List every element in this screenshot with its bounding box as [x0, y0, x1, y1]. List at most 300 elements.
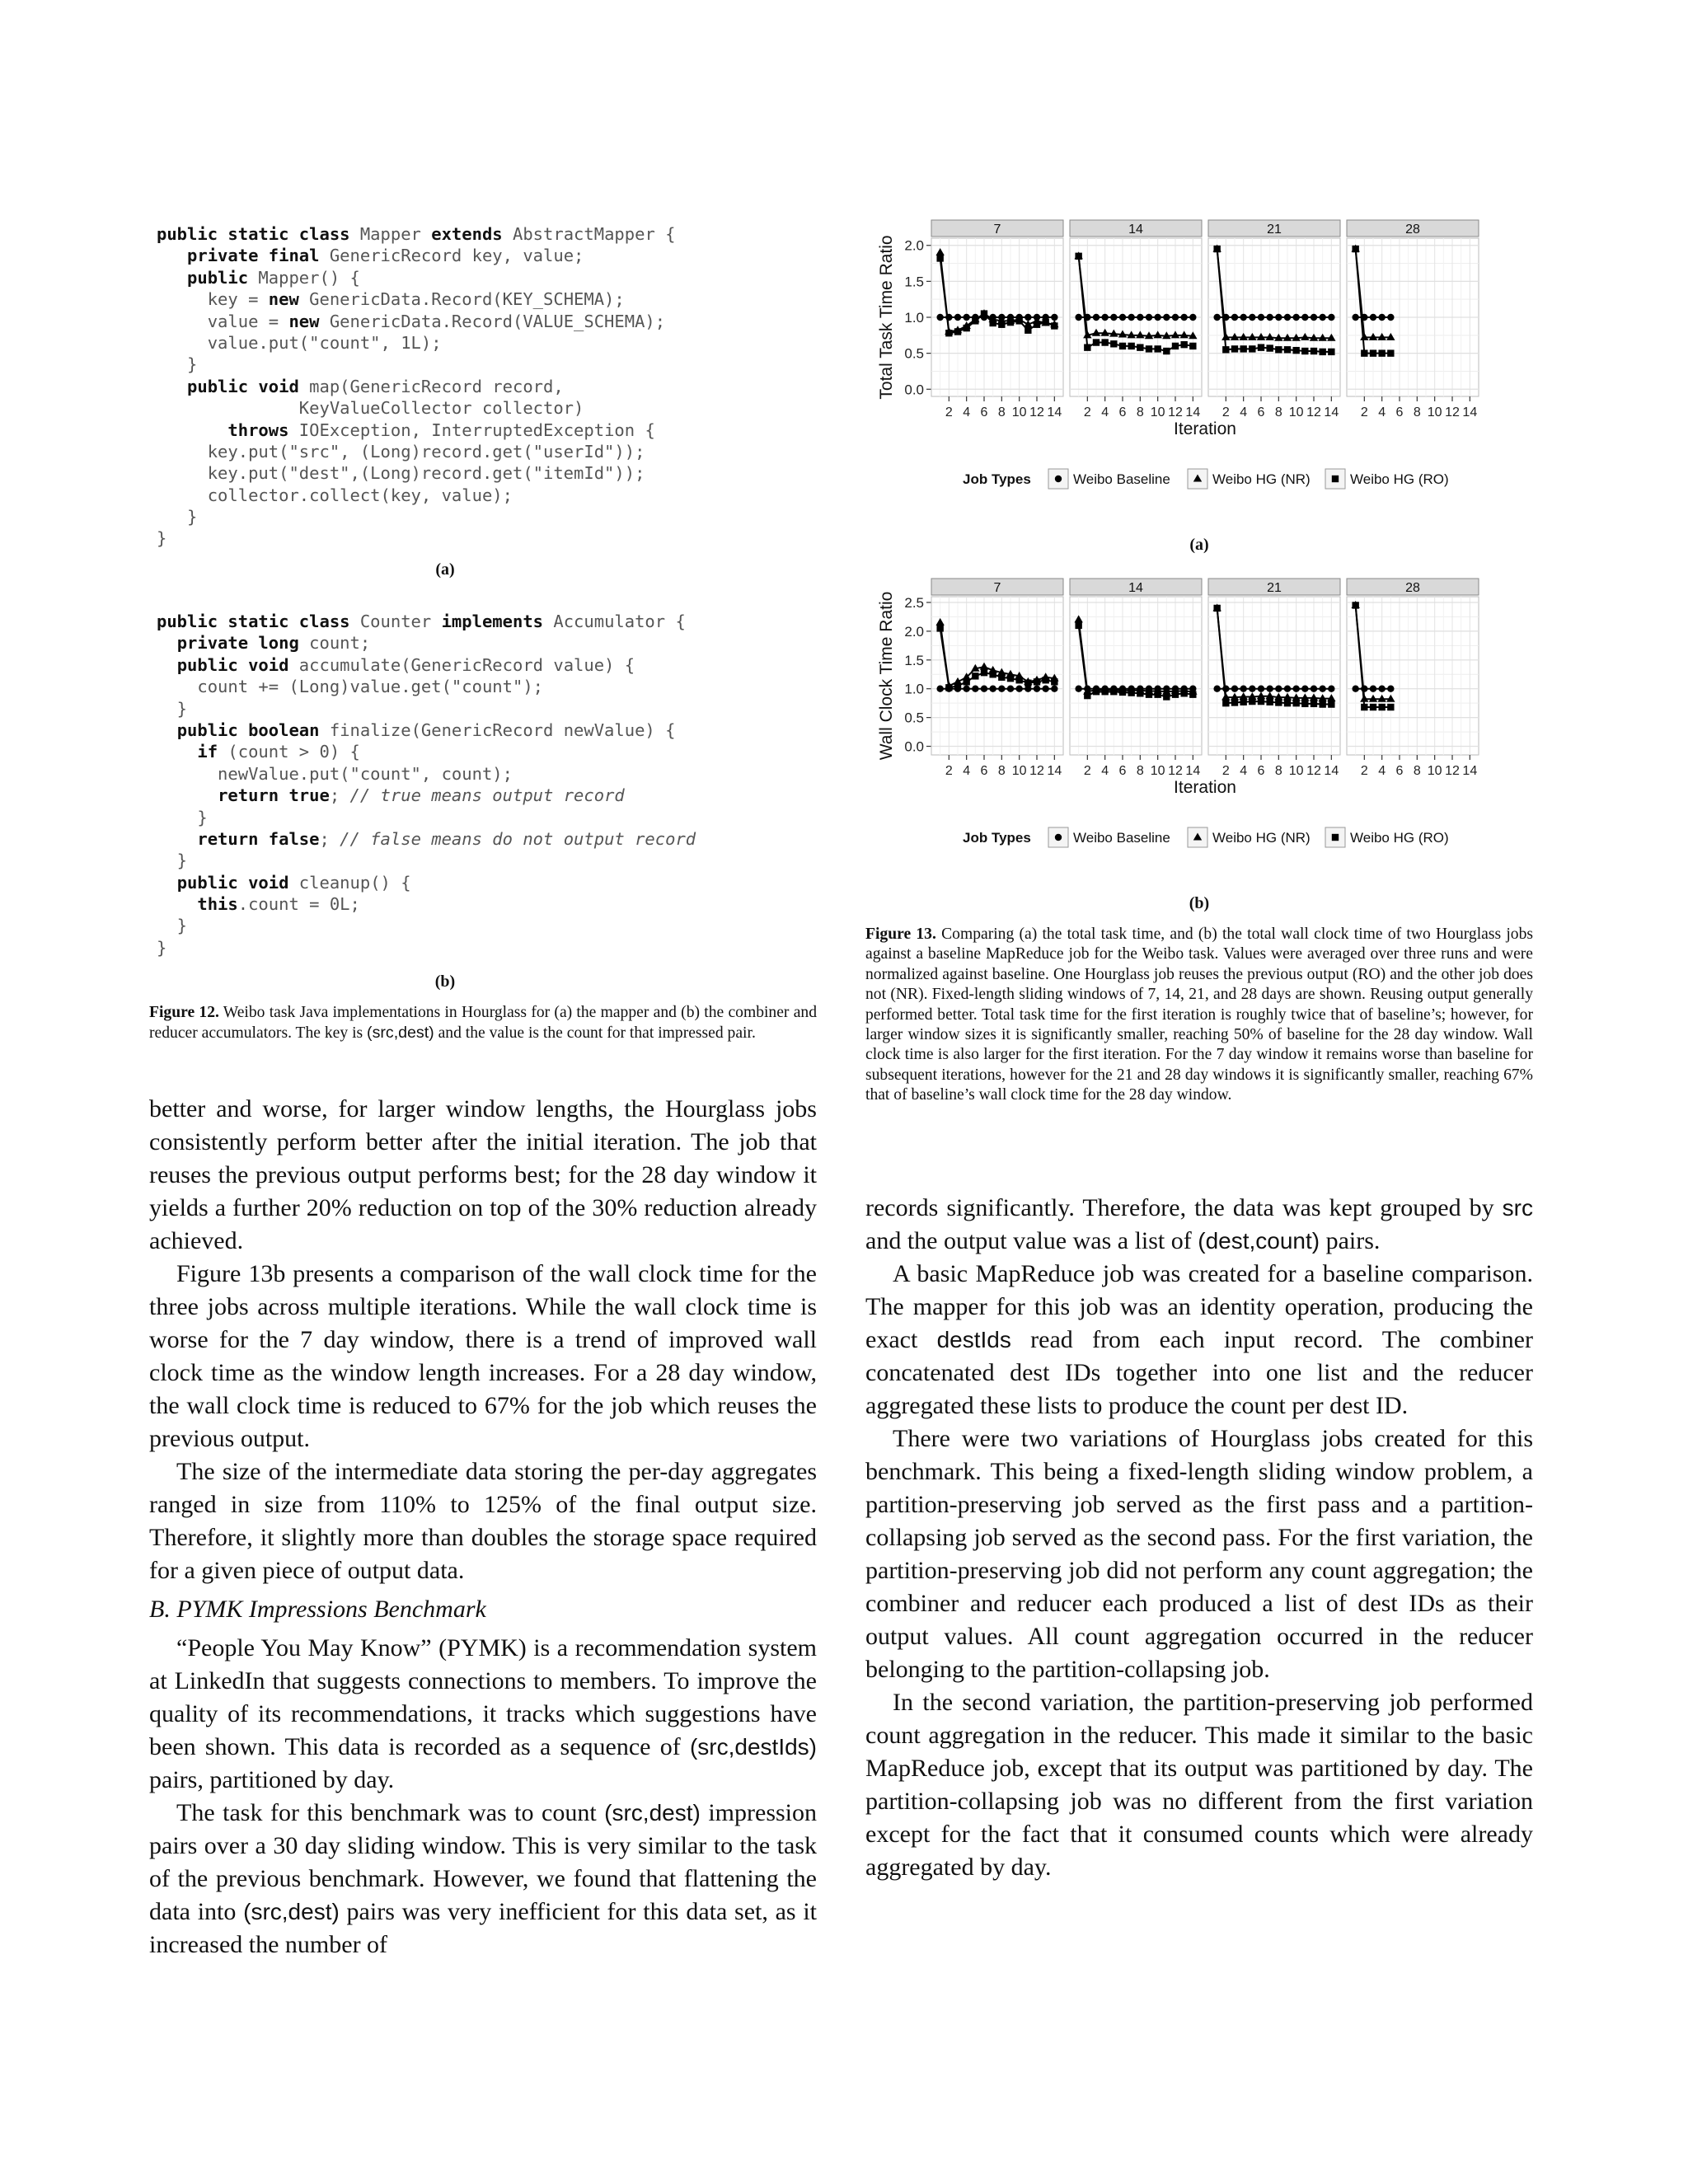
- x-axis-label: Iteration: [1174, 419, 1236, 438]
- code-line: public void accumulate(GenericRecord value) {: [176, 654, 635, 675]
- x-tick-label: 10: [1288, 764, 1304, 778]
- point-baseline: [1266, 314, 1273, 321]
- point-baseline: [963, 314, 969, 321]
- legend-label: Weibo HG (NR): [1212, 830, 1311, 846]
- chart-total-task-time: [865, 210, 1550, 499]
- point-hg-ro: [998, 321, 1005, 328]
- y-tick-label: 0.0: [904, 382, 924, 398]
- code-line: this.count = 0L;: [197, 894, 360, 915]
- facet-label: 21: [1267, 223, 1282, 237]
- point-hg-ro: [1042, 319, 1048, 326]
- point-baseline: [1378, 314, 1385, 321]
- x-tick-label: 4: [963, 764, 971, 778]
- x-tick-label: 12: [1445, 405, 1460, 419]
- fig13-caption-text: Comparing (a) the total task time, and (b) the total wall clock time of two Hourglass jobs against a baseline MapReduce job for the Weibo task. Values were averaged over three runs and were normalized against baseline. One Hourglass job reuses the previous output (RO) and the other job does not (NR). Fixed-length sliding windows of 7, 14, 21, and 28 days are shown. Reusing output generally performed better. Total task time for the first iteration is roughly twice that of baseline’s; however, for larger window sizes it is significantly smaller, reaching 50% of baseline for the 28 day window. Wall clock time is also larger for the first iteration. For the 7 day window it remains worse than baseline for subsequent iterations, however for the 21 and 28 day windows it is significantly smaller, reaching 67% that of baseline’s wall clock time for the 28 day window.: [865, 926, 1533, 1104]
- point-hg-ro: [1222, 700, 1229, 706]
- fig12-caption-text: Weibo task Java implementations in Hourglass for (a) the mapper and (b) the combiner and reducer accumulators. The key is: [149, 1004, 817, 1043]
- x-tick-label: 6: [1395, 405, 1404, 419]
- point-hg-ro: [936, 255, 943, 261]
- point-baseline: [1292, 686, 1299, 692]
- point-hg-ro: [1319, 701, 1325, 707]
- x-tick-label: 8: [997, 405, 1006, 419]
- code-listing-a: [157, 223, 675, 550]
- point-hg-ro: [981, 310, 987, 316]
- x-tick-label: 4: [1101, 405, 1109, 419]
- facet-label: 21: [1267, 581, 1282, 595]
- point-baseline: [1055, 476, 1062, 482]
- point-hg-ro: [945, 684, 952, 691]
- facet-label: 7: [993, 223, 1001, 237]
- point-baseline: [1370, 686, 1376, 692]
- x-tick-label: 6: [1118, 764, 1127, 778]
- point-hg-ro: [1146, 345, 1152, 352]
- x-tick-label: 4: [963, 405, 971, 419]
- point-hg-ro: [1258, 698, 1264, 705]
- point-hg-ro: [1034, 321, 1040, 328]
- point-hg-ro: [1319, 349, 1325, 355]
- code-line: return false; // false means do not output record: [197, 828, 696, 849]
- point-baseline: [1378, 686, 1385, 692]
- x-tick-label: 8: [1274, 405, 1282, 419]
- point-hg-ro: [1163, 693, 1170, 700]
- x-tick-label: 6: [980, 405, 988, 419]
- point-baseline: [1231, 314, 1238, 321]
- fig12-caption-key: (src,dest): [367, 1024, 434, 1043]
- point-hg-ro: [1328, 349, 1334, 355]
- x-tick-label: 4: [1378, 405, 1386, 419]
- x-tick-label: 8: [1136, 764, 1144, 778]
- paragraph: In the second variation, the partition-preserving job performed count aggregation in the reducer. This made it similar to the basic MapReduce job, except that its output was partitioned by day. The partition-collapsing job was no different from the first variation except for the fact that it consumed counts which were already aggregated by day.: [865, 1689, 1533, 1881]
- point-hg-ro: [945, 330, 952, 336]
- point-baseline: [1352, 314, 1358, 321]
- point-baseline: [1266, 686, 1273, 692]
- point-hg-ro: [1101, 339, 1108, 345]
- code-term: destIds: [936, 1327, 1011, 1352]
- point-hg-ro: [936, 625, 943, 631]
- facet-panel: [1208, 597, 1340, 755]
- y-axis-label: Wall Clock Time Ratio: [877, 591, 896, 761]
- y-tick-label: 2.0: [904, 237, 924, 254]
- x-tick-label: 4: [1378, 764, 1386, 778]
- point-hg-ro: [1249, 345, 1255, 352]
- code-term: (src,destIds): [689, 1734, 817, 1760]
- point-baseline: [998, 686, 1005, 692]
- point-baseline: [1240, 314, 1246, 321]
- code-line: public void cleanup() {: [176, 872, 411, 893]
- point-hg-ro: [1119, 689, 1126, 696]
- point-baseline: [1213, 314, 1220, 321]
- x-tick-label: 6: [980, 764, 988, 778]
- code-line: collector.collect(key, value);: [157, 485, 513, 505]
- point-hg-ro: [1292, 700, 1299, 706]
- point-baseline: [1213, 686, 1220, 692]
- point-baseline: [1189, 314, 1196, 321]
- point-hg-ro: [1231, 699, 1238, 705]
- point-baseline: [1154, 314, 1160, 321]
- x-tick-label: 2: [1221, 764, 1230, 778]
- code-term: (dest,count): [1198, 1228, 1320, 1254]
- point-hg-ro: [963, 678, 969, 685]
- point-baseline: [1093, 314, 1100, 321]
- x-tick-label: 12: [1306, 405, 1321, 419]
- code-line: value.put("count", 1L);: [157, 332, 442, 353]
- fig13-label-a: (a): [1189, 536, 1209, 554]
- x-tick-label: 8: [1413, 405, 1421, 419]
- point-hg-ro: [1093, 688, 1100, 695]
- facet-label: 7: [993, 581, 1001, 595]
- code-line: }: [157, 807, 208, 827]
- paragraph: [865, 1192, 1533, 1258]
- point-hg-ro: [1249, 698, 1255, 705]
- paragraph: There were two variations of Hourglass jobs created for this benchmark. This being a fixed-length sliding window problem, a partition-preserving job served as the first pass and a partition-collapsing job served as the second pass. For the first variation, the partition-preserving job did not perform any count aggregation; the combiner and reducer each produced a list of dest IDs as their output values. All count aggregation occurred in the reducer belonging to the partition-collapsing job.: [865, 1425, 1533, 1683]
- point-baseline: [1051, 314, 1057, 321]
- point-hg-ro: [1154, 345, 1160, 352]
- point-hg-ro: [1101, 688, 1108, 695]
- code-line: count += (Long)value.get("count");: [157, 677, 543, 697]
- x-tick-label: 14: [1324, 764, 1339, 778]
- point-hg-ro: [1213, 246, 1220, 252]
- point-hg-ro: [972, 673, 978, 679]
- legend-label: Weibo Baseline: [1073, 830, 1170, 846]
- text: impression pairs over a 30 day sliding window. This is very similar to the task of the previous benchmark. However, we found that flattening the data into: [149, 1799, 817, 1925]
- chart-wall-clock-time: [865, 569, 1550, 857]
- y-tick-label: 1.0: [904, 681, 924, 697]
- x-tick-label: 6: [1118, 405, 1127, 419]
- x-tick-label: 6: [1257, 764, 1265, 778]
- fig12-caption-label: Figure 12.: [149, 1004, 219, 1021]
- point-baseline: [1042, 686, 1048, 692]
- point-baseline: [1110, 314, 1117, 321]
- point-hg-ro: [1213, 605, 1220, 612]
- text: and the output value was a list of: [865, 1227, 1198, 1254]
- point-hg-ro: [998, 674, 1005, 681]
- code-line: }: [157, 916, 188, 936]
- code-line: return true; // true means output record: [218, 785, 625, 806]
- point-hg-ro: [1189, 343, 1196, 349]
- y-tick-label: 1.0: [904, 310, 924, 326]
- code-line: public boolean finalize(GenericRecord newValue) {: [176, 719, 676, 740]
- point-hg-ro: [1378, 704, 1385, 710]
- x-tick-label: 10: [1427, 405, 1442, 419]
- point-hg-ro: [1231, 345, 1238, 352]
- x-tick-label: 4: [1101, 764, 1109, 778]
- point-baseline: [963, 686, 969, 692]
- x-tick-label: 10: [1011, 764, 1027, 778]
- point-hg-ro: [1034, 678, 1040, 685]
- point-baseline: [1328, 314, 1334, 321]
- code-line: throws IOException, InterruptedException {: [227, 419, 655, 440]
- point-hg-ro: [1007, 675, 1014, 682]
- point-hg-ro: [1240, 345, 1246, 352]
- point-baseline: [1275, 686, 1282, 692]
- point-baseline: [1101, 314, 1108, 321]
- code-term: (src,dest): [604, 1800, 701, 1825]
- paragraph: Figure 13b presents a comparison of the wall clock time for the three jobs across multiple iterations. While the wall clock time is worse for the 7 day window, there is a trend of improved wall clock time as the window length increases. For a 28 day window, the wall clock time is reduced to 67% for the job which reuses the previous output.: [149, 1260, 817, 1452]
- text: records significantly. Therefore, the data was kept grouped by: [865, 1194, 1503, 1221]
- x-tick-label: 12: [1445, 764, 1460, 778]
- point-hg-ro: [1284, 700, 1291, 706]
- y-tick-label: 1.5: [904, 652, 924, 668]
- point-hg-ro: [1387, 349, 1394, 356]
- point-hg-ro: [1075, 622, 1081, 629]
- code-term: (src,dest): [243, 1899, 340, 1924]
- y-tick-label: 1.5: [904, 274, 924, 290]
- point-baseline: [1301, 686, 1308, 692]
- point-hg-ro: [1137, 690, 1143, 696]
- point-hg-ro: [981, 669, 987, 676]
- x-tick-label: 12: [1029, 405, 1044, 419]
- y-axis-label: Total Task Time Ratio: [877, 235, 896, 400]
- point-hg-ro: [972, 317, 978, 324]
- text: A basic MapReduce job was created for a baseline comparison. The mapper for this job was an identity operation, producing the exact: [865, 1260, 1533, 1353]
- x-tick-label: 4: [1240, 764, 1248, 778]
- point-baseline: [1319, 314, 1325, 321]
- point-hg-ro: [1301, 348, 1308, 354]
- point-hg-ro: [1137, 344, 1143, 350]
- point-hg-ro: [954, 682, 961, 689]
- point-baseline: [1119, 314, 1126, 321]
- point-baseline: [1172, 314, 1179, 321]
- fig13-label-b: (b): [1189, 894, 1210, 912]
- fig12-label-b: (b): [434, 972, 456, 991]
- code-term: src: [1502, 1195, 1533, 1221]
- code-line: key.put("dest",(Long)record.get("itemId"));: [157, 463, 645, 484]
- point-baseline: [1007, 686, 1014, 692]
- point-hg-ro: [1180, 341, 1187, 348]
- point-baseline: [1311, 686, 1317, 692]
- point-baseline: [1352, 686, 1358, 692]
- x-tick-label: 10: [1150, 405, 1165, 419]
- code-line: }: [157, 528, 167, 549]
- point-baseline: [1258, 314, 1264, 321]
- point-baseline: [1387, 686, 1394, 692]
- x-tick-label: 14: [1462, 764, 1478, 778]
- point-baseline: [1311, 314, 1317, 321]
- text: pairs.: [1320, 1227, 1381, 1254]
- x-tick-label: 8: [1136, 405, 1144, 419]
- point-hg-ro: [1387, 704, 1394, 710]
- facet-panel: [1347, 597, 1479, 755]
- code-line: public Mapper() {: [187, 267, 360, 288]
- code-listing-b: [157, 611, 696, 958]
- x-tick-label: 14: [1185, 764, 1201, 778]
- x-tick-label: 14: [1047, 764, 1062, 778]
- point-baseline: [1387, 314, 1394, 321]
- code-line: private long count;: [176, 633, 371, 654]
- x-tick-label: 2: [945, 764, 953, 778]
- point-hg-ro: [1332, 476, 1339, 482]
- x-tick-label: 2: [945, 405, 953, 419]
- point-hg-ro: [1075, 253, 1081, 260]
- x-tick-label: 4: [1240, 405, 1248, 419]
- point-hg-ro: [1352, 246, 1358, 252]
- fig12-caption: [149, 1003, 817, 1044]
- legend-label: Weibo HG (NR): [1212, 471, 1311, 487]
- point-baseline: [1292, 314, 1299, 321]
- legend-label: Weibo Baseline: [1073, 471, 1170, 487]
- point-hg-ro: [1042, 677, 1048, 683]
- code-line: }: [157, 698, 188, 719]
- point-baseline: [1231, 686, 1238, 692]
- point-hg-ro: [1361, 349, 1367, 356]
- right-column-text: [865, 1192, 1533, 1884]
- fig12-label-a: (a): [435, 560, 455, 579]
- text: pairs, partitioned by day.: [149, 1766, 395, 1793]
- x-tick-label: 2: [1083, 764, 1091, 778]
- facet-label: 14: [1128, 581, 1143, 595]
- point-baseline: [1015, 686, 1022, 692]
- point-hg-ro: [1240, 699, 1246, 705]
- left-column-text: [149, 1093, 817, 1961]
- point-baseline: [1249, 686, 1255, 692]
- code-line: newValue.put("count", count);: [157, 763, 513, 784]
- code-line: if (count > 0) {: [197, 742, 360, 762]
- text: The task for this benchmark was to count: [176, 1799, 605, 1826]
- point-hg-ro: [1119, 343, 1126, 349]
- point-baseline: [1240, 686, 1246, 692]
- point-baseline: [1128, 314, 1134, 321]
- point-hg-ro: [1110, 340, 1117, 347]
- x-tick-label: 14: [1047, 405, 1062, 419]
- point-hg-ro: [1301, 701, 1308, 707]
- point-hg-ro: [1128, 689, 1134, 696]
- x-tick-label: 14: [1185, 405, 1201, 419]
- point-baseline: [936, 686, 943, 692]
- point-baseline: [1284, 686, 1291, 692]
- point-hg-ro: [1266, 344, 1273, 351]
- x-tick-label: 14: [1324, 405, 1339, 419]
- section-heading: B. PYMK Impressions Benchmark: [149, 1596, 486, 1623]
- point-hg-ro: [1189, 691, 1196, 697]
- x-tick-label: 8: [1413, 764, 1421, 778]
- point-hg-ro: [1007, 319, 1014, 326]
- point-baseline: [1275, 314, 1282, 321]
- point-baseline: [954, 314, 961, 321]
- fig13-caption: [865, 925, 1533, 1106]
- point-hg-ro: [1292, 347, 1299, 354]
- point-baseline: [1180, 314, 1187, 321]
- point-hg-ro: [1222, 346, 1229, 353]
- legend-title: Job Types: [963, 830, 1031, 846]
- paragraph: [865, 1258, 1533, 1422]
- point-hg-ro: [1332, 834, 1339, 841]
- x-tick-label: 14: [1462, 405, 1478, 419]
- point-baseline: [1025, 314, 1031, 321]
- point-hg-ro: [1093, 339, 1100, 345]
- point-baseline: [989, 686, 996, 692]
- point-baseline: [1258, 686, 1264, 692]
- y-tick-label: 0.0: [904, 738, 924, 755]
- point-hg-ro: [1154, 691, 1160, 697]
- point-baseline: [1034, 686, 1040, 692]
- point-hg-ro: [1284, 346, 1291, 353]
- facet-label: 14: [1128, 223, 1143, 237]
- x-tick-label: 2: [1360, 764, 1368, 778]
- paragraph: [149, 1797, 817, 1961]
- point-baseline: [1370, 314, 1376, 321]
- code-line: public static class Counter implements Accumulator {: [157, 612, 686, 631]
- code-line: value = new GenericData.Record(VALUE_SCHEMA);: [157, 311, 666, 331]
- y-tick-label: 2.0: [904, 623, 924, 640]
- point-baseline: [1163, 314, 1170, 321]
- point-hg-ro: [1051, 678, 1057, 685]
- code-line: private final GenericRecord key, value;: [187, 246, 584, 266]
- point-hg-ro: [1370, 349, 1376, 356]
- point-hg-ro: [1146, 691, 1152, 697]
- y-tick-label: 0.5: [904, 345, 924, 362]
- legend-label: Weibo HG (RO): [1350, 471, 1449, 487]
- point-hg-ro: [1266, 699, 1273, 705]
- point-baseline: [981, 686, 987, 692]
- code-line: public void map(GenericRecord record,: [187, 376, 564, 396]
- paragraph: [149, 1632, 817, 1797]
- facet-panel: [1070, 597, 1202, 755]
- code-line: KeyValueCollector collector): [157, 398, 584, 419]
- point-hg-ro: [1258, 344, 1264, 350]
- point-hg-ro: [1172, 691, 1179, 697]
- point-hg-ro: [1275, 346, 1282, 353]
- point-hg-ro: [1361, 704, 1367, 710]
- point-baseline: [1284, 314, 1291, 321]
- point-hg-ro: [989, 320, 996, 326]
- point-hg-ro: [1163, 348, 1170, 354]
- point-hg-ro: [1311, 348, 1317, 354]
- point-hg-ro: [1051, 322, 1057, 329]
- point-hg-ro: [1084, 692, 1090, 699]
- x-tick-label: 12: [1306, 764, 1321, 778]
- point-hg-ro: [1128, 343, 1134, 349]
- point-hg-ro: [989, 671, 996, 677]
- x-tick-label: 12: [1029, 764, 1044, 778]
- fig13-caption-label: Figure 13.: [865, 926, 936, 943]
- code-line: }: [157, 937, 167, 958]
- paragraph: better and worse, for larger window lengths, the Hourglass jobs consistently perform better after the initial iteration. The job that reuses the previous output performs best; for the 28 day window it yields a further 20% reduction on top of the 30% reduction already achieved.: [149, 1095, 817, 1254]
- point-hg-ro: [1025, 327, 1031, 334]
- x-tick-label: 10: [1150, 764, 1165, 778]
- x-tick-label: 12: [1168, 764, 1183, 778]
- point-hg-ro: [1110, 688, 1117, 695]
- point-hg-ro: [1352, 602, 1358, 608]
- fig12-caption-text-end: and the value is the count for that impressed pair.: [434, 1024, 756, 1043]
- facet-label: 28: [1405, 223, 1420, 237]
- text: read from each input record. The combiner concatenated dest IDs together into one list and the reducer aggregated these lists to produce the count per dest ID.: [865, 1326, 1533, 1419]
- point-hg-ro: [1025, 680, 1031, 687]
- point-hg-ro: [1084, 344, 1090, 350]
- code-line: }: [157, 354, 198, 375]
- code-line: key.put("src", (Long)record.get("userId"));: [157, 441, 645, 462]
- point-baseline: [936, 314, 943, 321]
- point-baseline: [1051, 686, 1057, 692]
- x-tick-label: 2: [1360, 405, 1368, 419]
- text: pairs was very inefficient for this data set, as it increased the number of: [149, 1898, 817, 1958]
- y-tick-label: 0.5: [904, 710, 924, 726]
- legend-title: Job Types: [963, 471, 1031, 487]
- point-hg-ro: [1015, 677, 1022, 683]
- point-baseline: [1301, 314, 1308, 321]
- point-baseline: [972, 686, 978, 692]
- point-hg-ro: [1180, 690, 1187, 696]
- x-tick-label: 12: [1168, 405, 1183, 419]
- legend-label: Weibo HG (RO): [1350, 830, 1449, 846]
- x-tick-label: 10: [1288, 405, 1304, 419]
- x-tick-label: 2: [1083, 405, 1091, 419]
- point-baseline: [1075, 314, 1081, 321]
- x-tick-label: 8: [1274, 764, 1282, 778]
- code-line: public static class Mapper extends AbstractMapper {: [157, 224, 676, 244]
- point-baseline: [1075, 686, 1081, 692]
- x-tick-label: 10: [1011, 405, 1027, 419]
- point-baseline: [1055, 834, 1062, 841]
